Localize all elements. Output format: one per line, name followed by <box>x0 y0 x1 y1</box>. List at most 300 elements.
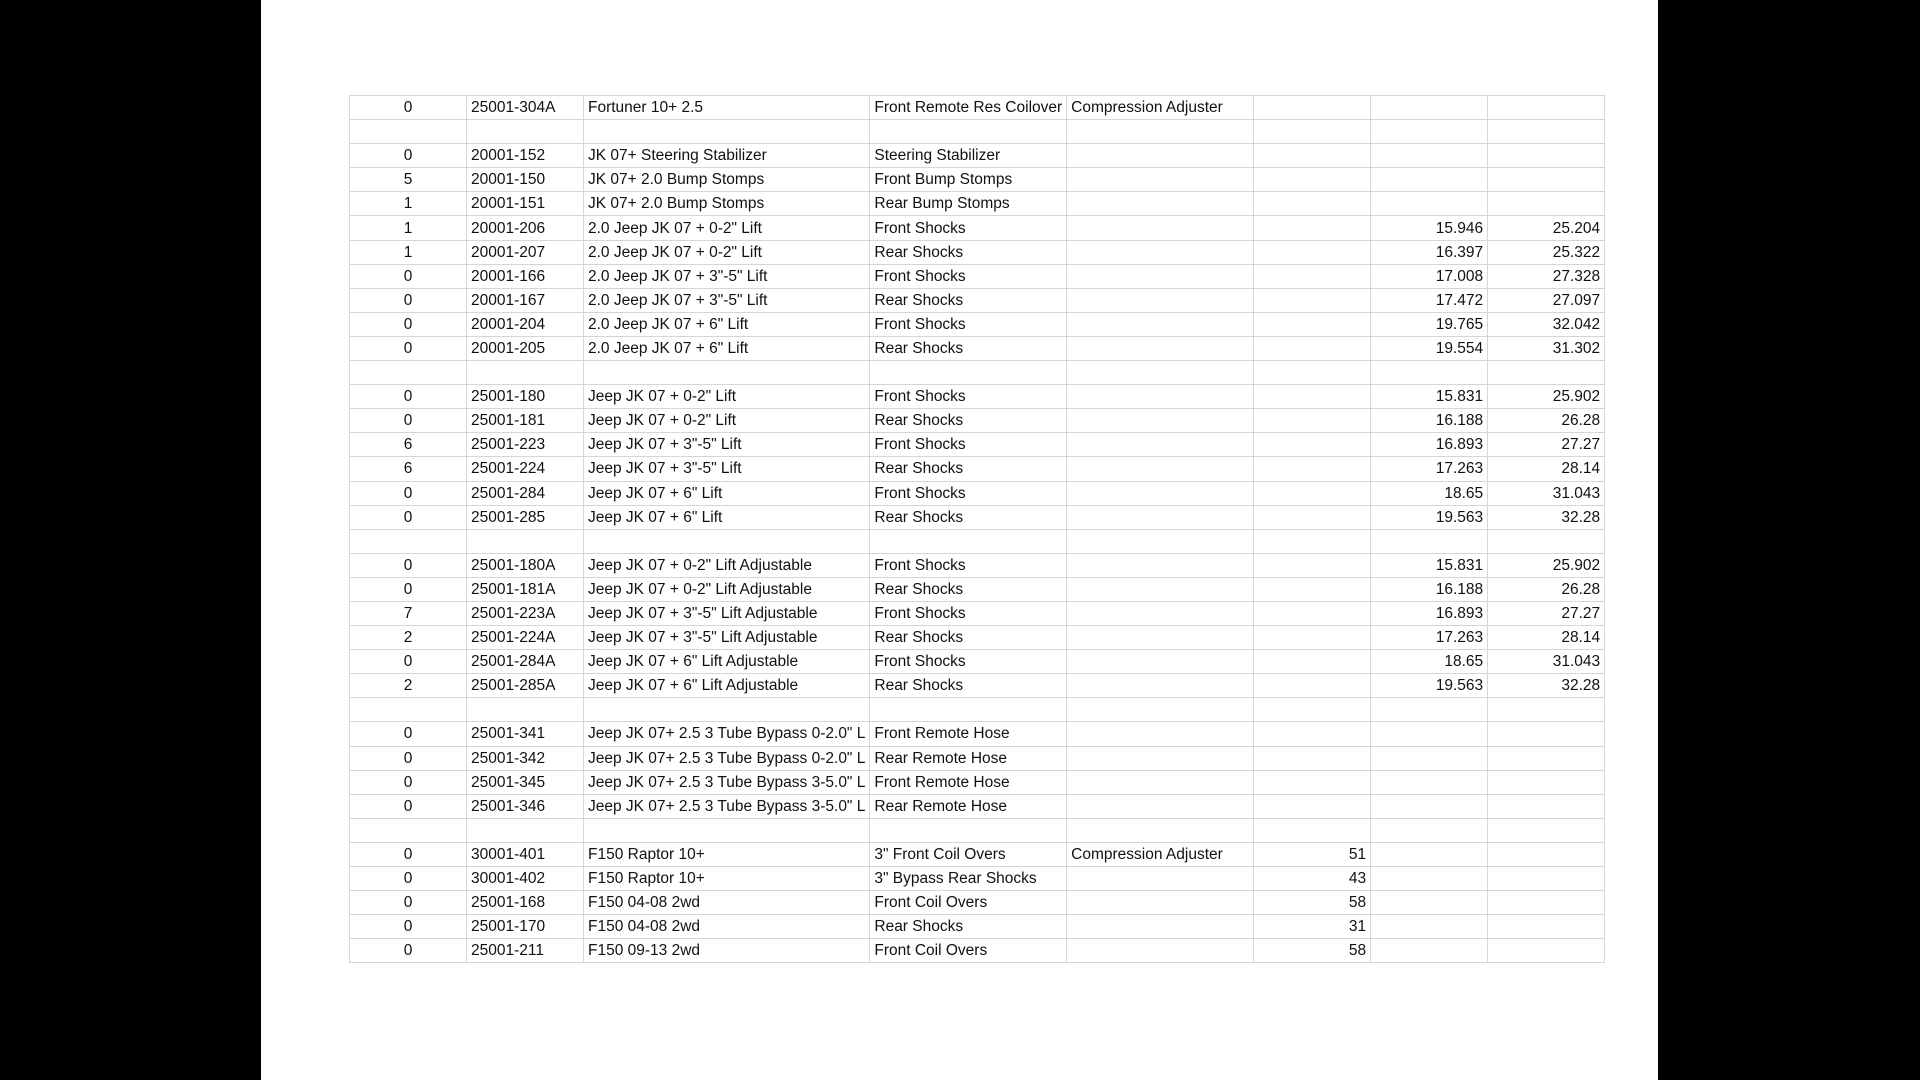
option-cell <box>1067 915 1254 939</box>
length-min-cell <box>1371 891 1488 915</box>
vehicle-description-cell: 2.0 Jeep JK 07 + 0-2" Lift <box>584 216 870 240</box>
length-max-cell <box>1488 192 1605 216</box>
position-cell: Front Shocks <box>870 216 1067 240</box>
table-row <box>350 457 1605 481</box>
table-row <box>350 891 1605 915</box>
length-max-cell: 27.27 <box>1488 433 1605 457</box>
vehicle-description-cell: F150 Raptor 10+ <box>584 867 870 891</box>
vehicle-description-cell: Jeep JK 07 + 0-2" Lift <box>584 385 870 409</box>
length-min-cell <box>1371 698 1488 722</box>
length-max-cell <box>1488 96 1605 120</box>
count-cell <box>1254 794 1371 818</box>
position-cell: Front Shocks <box>870 385 1067 409</box>
part-number-cell <box>467 120 584 144</box>
part-number-cell: 25001-284 <box>467 481 584 505</box>
length-max-cell: 28.14 <box>1488 626 1605 650</box>
position-cell: Rear Shocks <box>870 505 1067 529</box>
length-min-cell: 19.563 <box>1371 505 1488 529</box>
part-number-cell <box>467 698 584 722</box>
qty-cell <box>350 361 467 385</box>
table-row <box>350 674 1605 698</box>
length-min-cell <box>1371 915 1488 939</box>
part-number-cell: 30001-402 <box>467 867 584 891</box>
length-max-cell: 25.322 <box>1488 240 1605 264</box>
length-min-cell <box>1371 746 1488 770</box>
count-cell <box>1254 288 1371 312</box>
table-row <box>350 698 1605 722</box>
table-row <box>350 433 1605 457</box>
position-cell: Front Shocks <box>870 481 1067 505</box>
count-cell <box>1254 144 1371 168</box>
table-row <box>350 312 1605 336</box>
count-cell <box>1254 96 1371 120</box>
table-row <box>350 216 1605 240</box>
position-cell: Front Remote Res Coilover <box>870 96 1067 120</box>
position-cell: Front Shocks <box>870 601 1067 625</box>
part-number-cell: 25001-342 <box>467 746 584 770</box>
part-number-cell: 25001-223A <box>467 601 584 625</box>
table-row <box>350 409 1605 433</box>
qty-cell: 0 <box>350 553 467 577</box>
length-max-cell: 25.902 <box>1488 385 1605 409</box>
position-cell: Rear Remote Hose <box>870 794 1067 818</box>
vehicle-description-cell: JK 07+ Steering Stabilizer <box>584 144 870 168</box>
table-row <box>350 361 1605 385</box>
count-cell <box>1254 336 1371 360</box>
part-number-cell <box>467 818 584 842</box>
length-max-cell: 32.042 <box>1488 312 1605 336</box>
position-cell <box>870 361 1067 385</box>
qty-cell: 0 <box>350 794 467 818</box>
vehicle-description-cell: F150 04-08 2wd <box>584 891 870 915</box>
position-cell: Front Remote Hose <box>870 770 1067 794</box>
length-max-cell: 25.204 <box>1488 216 1605 240</box>
qty-cell: 0 <box>350 867 467 891</box>
length-min-cell: 16.188 <box>1371 577 1488 601</box>
table-row <box>350 96 1605 120</box>
option-cell <box>1067 818 1254 842</box>
count-cell <box>1254 192 1371 216</box>
count-cell <box>1254 168 1371 192</box>
qty-cell: 0 <box>350 650 467 674</box>
count-cell <box>1254 433 1371 457</box>
qty-cell: 0 <box>350 288 467 312</box>
option-cell <box>1067 168 1254 192</box>
option-cell: Compression Adjuster <box>1067 842 1254 866</box>
table-row <box>350 722 1605 746</box>
option-cell <box>1067 385 1254 409</box>
part-number-cell: 25001-180A <box>467 553 584 577</box>
length-min-cell: 17.263 <box>1371 626 1488 650</box>
document-page <box>261 0 1658 1080</box>
length-max-cell <box>1488 842 1605 866</box>
table-row <box>350 264 1605 288</box>
table-row <box>350 288 1605 312</box>
vehicle-description-cell: F150 04-08 2wd <box>584 915 870 939</box>
vehicle-description-cell: 2.0 Jeep JK 07 + 0-2" Lift <box>584 240 870 264</box>
qty-cell: 1 <box>350 192 467 216</box>
option-cell <box>1067 698 1254 722</box>
position-cell: Front Shocks <box>870 650 1067 674</box>
part-number-cell <box>467 361 584 385</box>
vehicle-description-cell: Jeep JK 07 + 6" Lift <box>584 505 870 529</box>
length-min-cell: 16.188 <box>1371 409 1488 433</box>
qty-cell: 0 <box>350 770 467 794</box>
option-cell <box>1067 216 1254 240</box>
length-min-cell: 16.893 <box>1371 601 1488 625</box>
part-number-cell: 20001-150 <box>467 168 584 192</box>
vehicle-description-cell: Jeep JK 07 + 3"-5" Lift Adjustable <box>584 626 870 650</box>
length-max-cell: 31.043 <box>1488 481 1605 505</box>
vehicle-description-cell: Jeep JK 07 + 0-2" Lift Adjustable <box>584 577 870 601</box>
qty-cell <box>350 120 467 144</box>
vehicle-description-cell: F150 Raptor 10+ <box>584 842 870 866</box>
table-row <box>350 168 1605 192</box>
length-min-cell: 15.831 <box>1371 553 1488 577</box>
option-cell <box>1067 722 1254 746</box>
length-min-cell <box>1371 144 1488 168</box>
count-cell <box>1254 746 1371 770</box>
part-number-cell: 25001-304A <box>467 96 584 120</box>
qty-cell: 0 <box>350 577 467 601</box>
table-row <box>350 481 1605 505</box>
length-min-cell: 15.831 <box>1371 385 1488 409</box>
qty-cell: 1 <box>350 216 467 240</box>
option-cell <box>1067 481 1254 505</box>
vehicle-description-cell: Jeep JK 07 + 0-2" Lift <box>584 409 870 433</box>
position-cell: Rear Shocks <box>870 577 1067 601</box>
option-cell <box>1067 144 1254 168</box>
part-number-cell: 20001-207 <box>467 240 584 264</box>
position-cell: Rear Shocks <box>870 240 1067 264</box>
qty-cell <box>350 698 467 722</box>
part-number-cell: 25001-168 <box>467 891 584 915</box>
table-row <box>350 818 1605 842</box>
table-row <box>350 240 1605 264</box>
option-cell <box>1067 457 1254 481</box>
length-max-cell <box>1488 867 1605 891</box>
table-row <box>350 192 1605 216</box>
option-cell <box>1067 577 1254 601</box>
vehicle-description-cell: Jeep JK 07+ 2.5 3 Tube Bypass 0-2.0" L <box>584 746 870 770</box>
length-max-cell <box>1488 891 1605 915</box>
option-cell <box>1067 240 1254 264</box>
count-cell <box>1254 818 1371 842</box>
length-max-cell: 32.28 <box>1488 505 1605 529</box>
vehicle-description-cell: JK 07+ 2.0 Bump Stomps <box>584 168 870 192</box>
length-min-cell: 16.893 <box>1371 433 1488 457</box>
option-cell <box>1067 409 1254 433</box>
table-row <box>350 529 1605 553</box>
option-cell <box>1067 867 1254 891</box>
count-cell: 51 <box>1254 842 1371 866</box>
vehicle-description-cell <box>584 361 870 385</box>
position-cell <box>870 698 1067 722</box>
qty-cell: 0 <box>350 505 467 529</box>
count-cell <box>1254 264 1371 288</box>
qty-cell: 0 <box>350 915 467 939</box>
position-cell: Front Coil Overs <box>870 891 1067 915</box>
option-cell <box>1067 361 1254 385</box>
parts-table-body <box>350 96 1605 963</box>
qty-cell: 5 <box>350 168 467 192</box>
length-max-cell <box>1488 120 1605 144</box>
position-cell: Rear Shocks <box>870 288 1067 312</box>
vehicle-description-cell: Jeep JK 07 + 6" Lift <box>584 481 870 505</box>
part-number-cell: 20001-166 <box>467 264 584 288</box>
length-max-cell: 25.902 <box>1488 553 1605 577</box>
vehicle-description-cell: Jeep JK 07+ 2.5 3 Tube Bypass 3-5.0" L <box>584 794 870 818</box>
length-max-cell <box>1488 144 1605 168</box>
qty-cell: 6 <box>350 457 467 481</box>
qty-cell: 0 <box>350 746 467 770</box>
position-cell: Rear Shocks <box>870 915 1067 939</box>
count-cell <box>1254 385 1371 409</box>
option-cell <box>1067 650 1254 674</box>
qty-cell: 6 <box>350 433 467 457</box>
vehicle-description-cell <box>584 818 870 842</box>
position-cell: Front Shocks <box>870 264 1067 288</box>
qty-cell: 0 <box>350 409 467 433</box>
count-cell: 31 <box>1254 915 1371 939</box>
position-cell <box>870 120 1067 144</box>
length-min-cell: 17.263 <box>1371 457 1488 481</box>
position-cell: Front Shocks <box>870 312 1067 336</box>
vehicle-description-cell: Jeep JK 07 + 3"-5" Lift Adjustable <box>584 601 870 625</box>
position-cell: Rear Shocks <box>870 457 1067 481</box>
length-max-cell: 26.28 <box>1488 577 1605 601</box>
count-cell <box>1254 120 1371 144</box>
length-max-cell <box>1488 361 1605 385</box>
option-cell <box>1067 433 1254 457</box>
qty-cell: 0 <box>350 96 467 120</box>
length-max-cell: 26.28 <box>1488 409 1605 433</box>
option-cell <box>1067 505 1254 529</box>
qty-cell: 0 <box>350 939 467 963</box>
count-cell <box>1254 216 1371 240</box>
option-cell <box>1067 939 1254 963</box>
count-cell <box>1254 722 1371 746</box>
length-min-cell <box>1371 818 1488 842</box>
length-min-cell <box>1371 794 1488 818</box>
position-cell: 3" Front Coil Overs <box>870 842 1067 866</box>
option-cell <box>1067 288 1254 312</box>
count-cell <box>1254 674 1371 698</box>
table-row <box>350 120 1605 144</box>
qty-cell <box>350 529 467 553</box>
part-number-cell: 25001-181A <box>467 577 584 601</box>
length-min-cell <box>1371 842 1488 866</box>
part-number-cell: 20001-167 <box>467 288 584 312</box>
length-min-cell <box>1371 96 1488 120</box>
qty-cell: 0 <box>350 336 467 360</box>
position-cell: Rear Shocks <box>870 336 1067 360</box>
length-min-cell: 19.563 <box>1371 674 1488 698</box>
length-max-cell: 28.14 <box>1488 457 1605 481</box>
count-cell <box>1254 626 1371 650</box>
option-cell <box>1067 120 1254 144</box>
count-cell <box>1254 650 1371 674</box>
part-number-cell: 25001-224A <box>467 626 584 650</box>
count-cell: 58 <box>1254 939 1371 963</box>
position-cell: Rear Shocks <box>870 626 1067 650</box>
table-row <box>350 336 1605 360</box>
table-row <box>350 601 1605 625</box>
option-cell <box>1067 794 1254 818</box>
option-cell <box>1067 746 1254 770</box>
length-max-cell <box>1488 529 1605 553</box>
length-min-cell <box>1371 867 1488 891</box>
qty-cell: 0 <box>350 264 467 288</box>
qty-cell: 0 <box>350 144 467 168</box>
vehicle-description-cell <box>584 120 870 144</box>
length-max-cell <box>1488 746 1605 770</box>
option-cell <box>1067 601 1254 625</box>
position-cell: Rear Shocks <box>870 409 1067 433</box>
part-number-cell: 25001-285A <box>467 674 584 698</box>
table-row <box>350 746 1605 770</box>
length-min-cell <box>1371 939 1488 963</box>
length-max-cell <box>1488 794 1605 818</box>
qty-cell: 0 <box>350 842 467 866</box>
qty-cell: 2 <box>350 626 467 650</box>
vehicle-description-cell <box>584 529 870 553</box>
position-cell: Rear Bump Stomps <box>870 192 1067 216</box>
position-cell <box>870 529 1067 553</box>
part-number-cell: 20001-152 <box>467 144 584 168</box>
part-number-cell: 25001-346 <box>467 794 584 818</box>
count-cell <box>1254 529 1371 553</box>
length-min-cell <box>1371 529 1488 553</box>
length-max-cell: 27.097 <box>1488 288 1605 312</box>
position-cell: Front Shocks <box>870 553 1067 577</box>
qty-cell <box>350 818 467 842</box>
part-number-cell: 25001-341 <box>467 722 584 746</box>
table-row <box>350 385 1605 409</box>
part-number-cell: 25001-180 <box>467 385 584 409</box>
table-row <box>350 939 1605 963</box>
qty-cell: 0 <box>350 385 467 409</box>
qty-cell: 7 <box>350 601 467 625</box>
vehicle-description-cell: Fortuner 10+ 2.5 <box>584 96 870 120</box>
part-number-cell: 25001-223 <box>467 433 584 457</box>
vehicle-description-cell: JK 07+ 2.0 Bump Stomps <box>584 192 870 216</box>
vehicle-description-cell: 2.0 Jeep JK 07 + 3"-5" Lift <box>584 288 870 312</box>
part-number-cell: 25001-211 <box>467 939 584 963</box>
count-cell: 58 <box>1254 891 1371 915</box>
length-max-cell <box>1488 168 1605 192</box>
qty-cell: 0 <box>350 481 467 505</box>
length-min-cell <box>1371 722 1488 746</box>
part-number-cell: 25001-181 <box>467 409 584 433</box>
position-cell: Front Shocks <box>870 433 1067 457</box>
vehicle-description-cell <box>584 698 870 722</box>
part-number-cell: 25001-284A <box>467 650 584 674</box>
length-max-cell: 31.043 <box>1488 650 1605 674</box>
count-cell <box>1254 770 1371 794</box>
option-cell <box>1067 674 1254 698</box>
length-min-cell: 18.65 <box>1371 481 1488 505</box>
option-cell <box>1067 626 1254 650</box>
length-max-cell: 31.302 <box>1488 336 1605 360</box>
option-cell <box>1067 264 1254 288</box>
part-number-cell: 25001-170 <box>467 915 584 939</box>
length-min-cell: 18.65 <box>1371 650 1488 674</box>
part-number-cell: 20001-151 <box>467 192 584 216</box>
count-cell <box>1254 409 1371 433</box>
length-min-cell: 19.554 <box>1371 336 1488 360</box>
option-cell <box>1067 192 1254 216</box>
vehicle-description-cell: Jeep JK 07 + 6" Lift Adjustable <box>584 674 870 698</box>
position-cell: Rear Remote Hose <box>870 746 1067 770</box>
option-cell <box>1067 891 1254 915</box>
count-cell <box>1254 577 1371 601</box>
part-number-cell <box>467 529 584 553</box>
table-row <box>350 867 1605 891</box>
count-cell <box>1254 240 1371 264</box>
part-number-cell: 20001-206 <box>467 216 584 240</box>
part-number-cell: 25001-345 <box>467 770 584 794</box>
length-min-cell: 17.008 <box>1371 264 1488 288</box>
length-min-cell: 15.946 <box>1371 216 1488 240</box>
count-cell <box>1254 361 1371 385</box>
table-row <box>350 144 1605 168</box>
qty-cell: 0 <box>350 312 467 336</box>
qty-cell: 0 <box>350 891 467 915</box>
part-number-cell: 30001-401 <box>467 842 584 866</box>
qty-cell: 2 <box>350 674 467 698</box>
length-min-cell: 17.472 <box>1371 288 1488 312</box>
table-row <box>350 794 1605 818</box>
vehicle-description-cell: Jeep JK 07 + 3"-5" Lift <box>584 433 870 457</box>
position-cell: Steering Stabilizer <box>870 144 1067 168</box>
length-max-cell <box>1488 770 1605 794</box>
part-number-cell: 20001-205 <box>467 336 584 360</box>
count-cell <box>1254 698 1371 722</box>
vehicle-description-cell: 2.0 Jeep JK 07 + 3"-5" Lift <box>584 264 870 288</box>
option-cell <box>1067 312 1254 336</box>
qty-cell: 0 <box>350 722 467 746</box>
vehicle-description-cell: Jeep JK 07 + 3"-5" Lift <box>584 457 870 481</box>
vehicle-description-cell: Jeep JK 07+ 2.5 3 Tube Bypass 0-2.0" L <box>584 722 870 746</box>
qty-cell: 1 <box>350 240 467 264</box>
position-cell: Front Coil Overs <box>870 939 1067 963</box>
table-row <box>350 553 1605 577</box>
position-cell: Rear Shocks <box>870 674 1067 698</box>
vehicle-description-cell: Jeep JK 07 + 0-2" Lift Adjustable <box>584 553 870 577</box>
table-row <box>350 505 1605 529</box>
length-max-cell: 27.27 <box>1488 601 1605 625</box>
length-max-cell <box>1488 722 1605 746</box>
vehicle-description-cell: F150 09-13 2wd <box>584 939 870 963</box>
option-cell <box>1067 553 1254 577</box>
parts-table <box>349 95 1605 963</box>
position-cell: Front Bump Stomps <box>870 168 1067 192</box>
length-min-cell <box>1371 770 1488 794</box>
count-cell <box>1254 505 1371 529</box>
length-min-cell <box>1371 192 1488 216</box>
count-cell <box>1254 553 1371 577</box>
option-cell <box>1067 529 1254 553</box>
part-number-cell: 25001-285 <box>467 505 584 529</box>
part-number-cell: 25001-224 <box>467 457 584 481</box>
length-min-cell: 19.765 <box>1371 312 1488 336</box>
table-row <box>350 577 1605 601</box>
count-cell <box>1254 481 1371 505</box>
vehicle-description-cell: Jeep JK 07+ 2.5 3 Tube Bypass 3-5.0" L <box>584 770 870 794</box>
length-max-cell <box>1488 915 1605 939</box>
table-row <box>350 770 1605 794</box>
